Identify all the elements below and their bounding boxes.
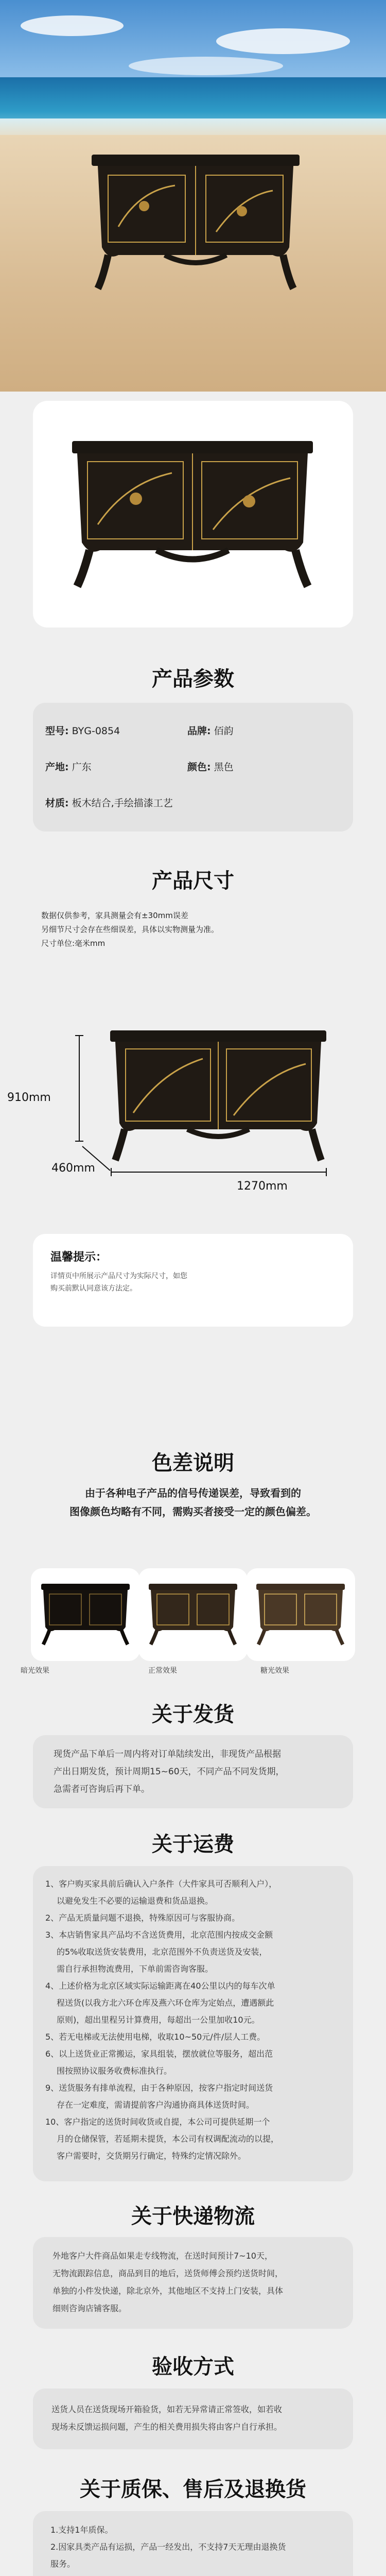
origin-label: 产地: — [45, 761, 69, 773]
logistics-text — [52, 2247, 341, 2317]
inspection-line: 现场未反馈运损问题，产生的相关费用损失将由客户自行承担。 — [51, 2422, 283, 2432]
size-notes — [41, 909, 219, 951]
freight-line: 程送货(以我方北六环仓库及燕六环仓库为定始点，遭遇额此 — [57, 1998, 274, 2008]
color-label: 颜色: — [187, 761, 211, 773]
inspection-line: 送货人员在送货现场开箱验货，如若无异常请正常签收，如若收 — [51, 2404, 283, 2414]
warranty-line: 2.因家具类产品有运损，产品一经发出，不支持7天无理由退换货 — [50, 2542, 286, 2552]
shipping-line: 现货产品下单后一周内将对订单陆续发出，非现货产品根据 — [54, 1749, 281, 1759]
inspection-card — [33, 2388, 353, 2449]
size-note-line: 数据仅供参考，家具测量会有±30mm误差 — [41, 911, 188, 920]
color-description — [31, 1484, 355, 1521]
freight-line: 6、以上送货业正常搬运，家具组装，摆放就位等服务，超出范 — [45, 2049, 273, 2059]
freight-line: 1、客户购买家具前后确认入户条件（大件家具可否顺利入户）， — [45, 1879, 277, 1889]
cabinet-photo — [69, 437, 316, 591]
freight-line: 围按照协议服务收费标准执行。 — [57, 2066, 172, 2076]
model-value: BYG-0854 — [72, 725, 120, 737]
logistics-line: 细则咨询店铺客服。 — [52, 2303, 127, 2313]
dimension-diagram — [33, 969, 353, 1190]
freight-line: 原则)，超出里程另计算费用，每超出一公里加收10元。 — [57, 2015, 260, 2025]
color-sample-normal — [138, 1568, 248, 1661]
tips-card — [33, 1234, 353, 1327]
param-material — [45, 795, 173, 809]
cabinet-thumbnail — [147, 1581, 239, 1648]
color-sample-bright — [246, 1568, 355, 1661]
color-sample-label-normal: 正常效果 — [148, 1667, 177, 1675]
cabinet-thumbnail — [39, 1581, 132, 1648]
dimension-depth: 460mm — [51, 1162, 95, 1175]
param-model — [45, 723, 120, 737]
product-photo-panel — [33, 401, 353, 628]
param-brand — [187, 723, 234, 737]
warranty-line — [50, 2572, 344, 2576]
freight-line: 9、送货服务有排单流程，由于各种原因，按客户指定时间送货 — [45, 2083, 273, 2093]
params-card — [33, 703, 353, 832]
freight-line: 2、产品无质量问题不退换，特殊原因可与客服协商。 — [45, 1913, 240, 1923]
size-note-line: 另细节尺寸会存在些细误差，具体以实物测量为准。 — [41, 925, 219, 934]
inspection-text — [51, 2401, 345, 2436]
warranty-card — [33, 2511, 353, 2576]
section-title-size: 产品尺寸 — [152, 869, 234, 893]
freight-line: 3、本店销售家具产品均不含送货费用，北京范围内按成交金额 — [45, 1930, 273, 1940]
cloud-shape — [129, 57, 283, 75]
cabinet-hero-image — [87, 149, 304, 294]
color-desc-line: 由于各种电子产品的信号传递误差，导致看到的 — [85, 1487, 301, 1499]
material-value: 板木结合,手绘描漆工艺 — [72, 798, 173, 809]
logistics-line: 无物流跟踪信息，商品到目的地后，送货师傅会预约送货时间， — [52, 2268, 284, 2278]
shipping-text — [54, 1745, 342, 1798]
shipping-card — [33, 1735, 353, 1808]
freight-list — [45, 1875, 344, 2164]
freight-line: 的5%收取送货安装费用，北京范围外不负责送货及安装， — [57, 1947, 268, 1957]
section-title-warranty: 关于质保、售后及退换货 — [80, 2478, 306, 2501]
origin-value: 广东 — [72, 761, 92, 773]
param-color — [187, 759, 234, 773]
section-title-color: 色差说明 — [152, 1451, 234, 1475]
warranty-line: 服务。 — [50, 2559, 76, 2569]
freight-line: 10、客户指定的送货时间收货或自提，本公司可提供延期一个 — [45, 2117, 270, 2127]
cloud-shape — [21, 15, 124, 36]
logistics-card — [33, 2237, 353, 2329]
dimension-width: 1270mm — [237, 1180, 288, 1193]
freight-line: 存在一定难度，需请提前客户沟通协商具体送货时间。 — [57, 2100, 255, 2110]
dimension-height: 910mm — [7, 1091, 51, 1104]
color-sample-label-bright: 糖光效果 — [260, 1667, 289, 1675]
tips-body: 详情页中所展示产品尺寸为实际尺寸，如您购买前默认同意该方法定。 — [50, 1272, 187, 1293]
section-title-freight: 关于运费 — [152, 1833, 234, 1856]
warranty-line: 1.支持1年质保。 — [50, 2525, 113, 2535]
shipping-line: 产出日期发货，预计周期15~60天，不同产品不同发货期， — [54, 1767, 285, 1777]
color-value: 黑色 — [214, 761, 234, 773]
color-desc-line: 图像颜色均略有不同，需购买者接受一定的颜色偏差。 — [69, 1505, 317, 1518]
hero-banner — [0, 0, 386, 392]
freight-line: 以避免发生不必要的运输退费和货品退换。 — [57, 1896, 214, 1906]
section-title-shipping: 关于发货 — [152, 1703, 234, 1726]
cabinet-thumbnail — [254, 1581, 347, 1648]
shipping-line: 急需者可咨询后再下单。 — [54, 1784, 150, 1794]
logistics-line: 外地客户大件商品如果走专线物流，在送时间预计7~10天， — [52, 2251, 273, 2261]
section-title-logistics: 关于快递物流 — [131, 2205, 255, 2228]
logistics-line: 单独的小件发快递，除北京外，其他地区不支持上门安装，具体 — [52, 2286, 284, 2296]
section-title-params: 产品参数 — [152, 667, 234, 691]
freight-card — [33, 1866, 353, 2181]
freight-line: 5、若无电梯或无法使用电梯，收取10~50元/件/层人工费。 — [45, 2032, 266, 2042]
freight-line: 4、上述价格为北京区域实际运输距离在40公里以内的每车次单 — [45, 1981, 275, 1991]
material-label: 材质: — [45, 798, 69, 809]
warranty-list — [50, 2521, 344, 2576]
brand-value: 佰韵 — [214, 725, 234, 737]
model-label: 型号: — [45, 725, 69, 737]
section-title-inspection: 验收方式 — [152, 2355, 234, 2379]
freight-line: 需自行承担物流费用，下单前需咨询客服。 — [57, 1964, 214, 1974]
cloud-shape — [216, 28, 350, 54]
param-origin — [45, 759, 92, 773]
cabinet-dimension-image — [110, 1030, 326, 1160]
brand-label: 品牌: — [187, 725, 211, 737]
tips-title: 温馨提示： — [50, 1251, 108, 1264]
color-sample-dark — [31, 1568, 140, 1661]
freight-line: 月的仓储保管，若延期未提货，本公司有权调配流动的以提， — [57, 2134, 279, 2144]
size-note-line: 尺寸单位:毫米mm — [41, 939, 106, 948]
freight-line: 客户需要时，交货期另行确定，特殊约定情况除外。 — [57, 2151, 247, 2161]
color-sample-label-dark: 暗光效果 — [21, 1667, 49, 1675]
